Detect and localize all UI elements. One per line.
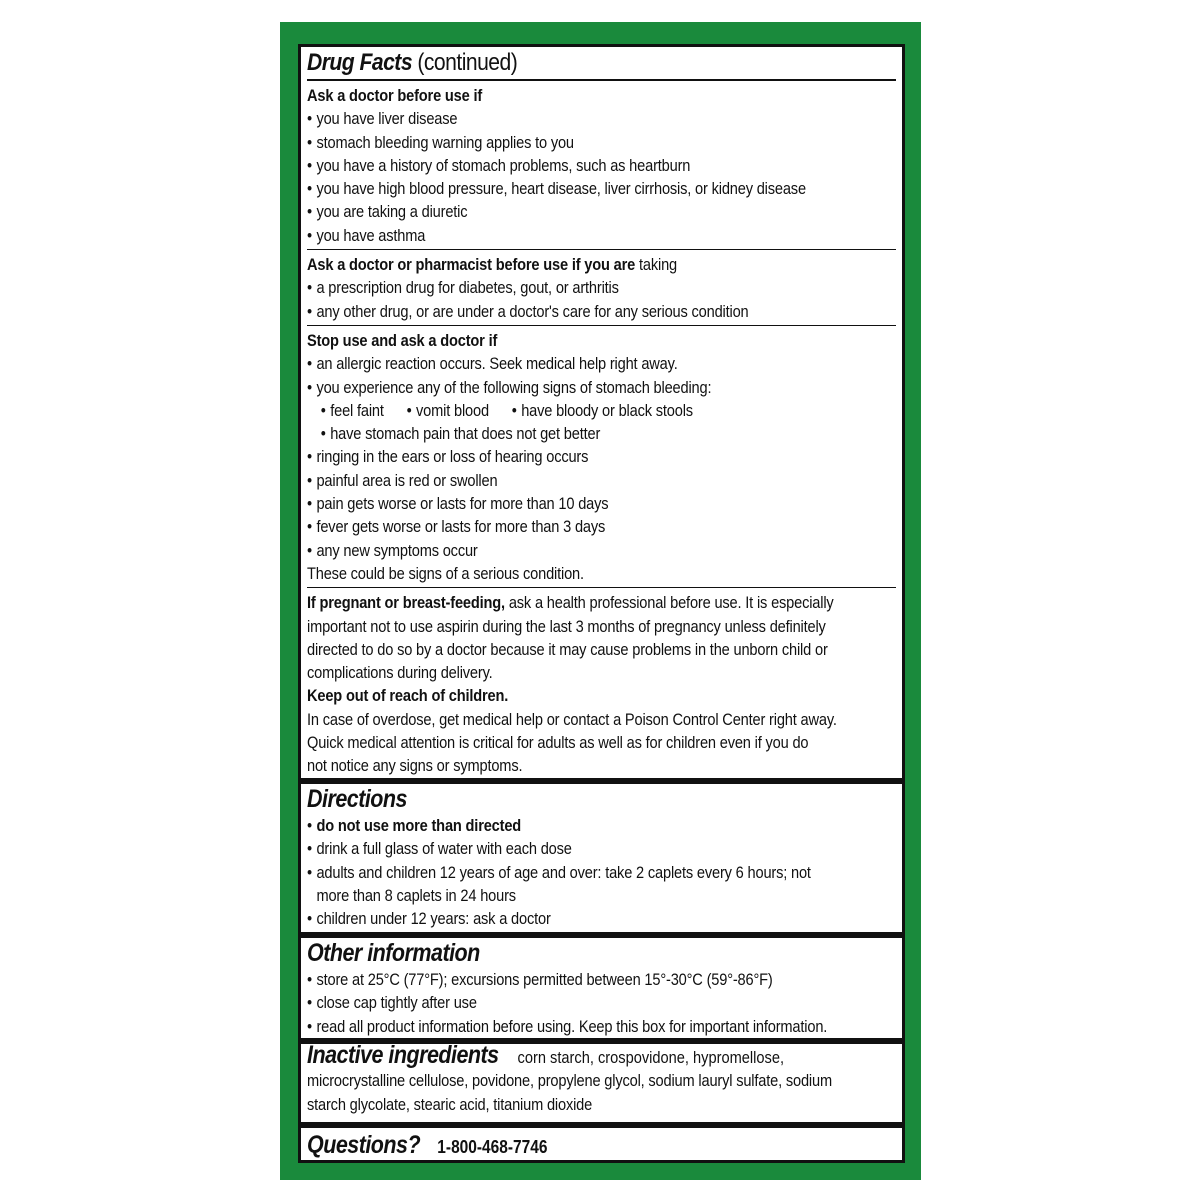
list-item: • painful area is red or swollen bbox=[307, 470, 498, 490]
drug-facts-heading: Drug Facts bbox=[307, 49, 413, 76]
overdose-text: not notice any signs or symptoms. bbox=[307, 756, 523, 776]
pregnancy-section: If pregnant or breast-feeding, ask a health professional before use. It is especially important not to use aspirin during the last 3 months of pregnancy unless definitely directed to do so by a doctor because it may cause problems in the unborn child or complications during delivery. Keep out of reach of children. In case of overdose, get medical help or contact a Poison Control Center right away. Quick medical attention is critical for adults as well as for children even if you do not notice any signs or symptoms. bbox=[307, 588, 896, 777]
sub-list-row: • feel faint • vomit blood • have bloody or black stools bbox=[320, 400, 693, 420]
ask-pharmacist-section: Ask a doctor or pharmacist before use if you are taking • a prescription drug for diabetes, gout, or arthritis • any other drug, or are under a doctor's care for any serious condition bbox=[307, 250, 896, 323]
list-item: • drink a full glass of water with each dose bbox=[307, 839, 572, 859]
list-item: • you have asthma bbox=[307, 225, 426, 245]
list-item: • you have high blood pressure, heart disease, liver cirrhosis, or kidney disease bbox=[307, 179, 806, 199]
list-item: • you have a history of stomach problems, such as heartburn bbox=[307, 155, 691, 175]
overdose-text: Quick medical attention is critical for adults as well as for children even if you do bbox=[307, 733, 809, 753]
stop-use-heading: Stop use and ask a doctor if bbox=[307, 330, 498, 350]
list-item: • ringing in the ears or loss of hearing occurs bbox=[307, 447, 589, 467]
stop-use-closing: These could be signs of a serious condition. bbox=[307, 563, 584, 583]
list-item: • do not use more than directed bbox=[307, 816, 522, 835]
list-item: • you experience any of the following signs of stomach bleeding: bbox=[307, 377, 712, 397]
ingredients-text: microcrystalline cellulose, povidone, propylene glycol, sodium lauryl sulfate, sodium bbox=[307, 1071, 832, 1091]
other-information-title: Other information bbox=[307, 939, 480, 967]
continued-label: (continued) bbox=[417, 49, 518, 76]
questions-panel bbox=[298, 1125, 905, 1163]
list-item: • adults and children 12 years of age and over: take 2 caplets every 6 hours; not bbox=[307, 862, 811, 882]
ask-pharmacist-heading: Ask a doctor or pharmacist before use if you are bbox=[307, 255, 636, 275]
list-item: • any new symptoms occur bbox=[307, 540, 478, 560]
list-item: • any other drug, or are under a doctor's care for any serious condition bbox=[307, 301, 749, 321]
drug-facts-warnings-panel bbox=[298, 44, 905, 781]
list-item: • you are taking a diuretic bbox=[307, 202, 468, 222]
pregnancy-lead: If pregnant or breast-feeding, bbox=[307, 593, 505, 613]
ask-doctor-section bbox=[307, 81, 896, 247]
directions-title: Directions bbox=[307, 785, 407, 813]
list-item: • store at 25°C (77°F); excursions permitted between 15°-30°C (59°-86°F) bbox=[307, 970, 773, 989]
questions-phone-number: 1-800-468-7746 bbox=[437, 1137, 548, 1157]
questions-line bbox=[307, 1128, 814, 1162]
list-item: • fever gets worse or lasts for more than 3 days bbox=[307, 517, 606, 537]
pregnancy-text: directed to do so by a doctor because it may cause problems in the unborn child or bbox=[307, 639, 828, 659]
list-item: • you have liver disease bbox=[307, 109, 458, 129]
other-information-panel bbox=[298, 935, 905, 1041]
list-item-continued: more than 8 caplets in 24 hours bbox=[316, 885, 516, 905]
ask-doctor-heading: Ask a doctor before use if bbox=[307, 86, 483, 105]
directions-panel bbox=[298, 781, 905, 935]
stop-use-section bbox=[307, 326, 896, 585]
inactive-ingredients-title: Inactive ingredients bbox=[307, 1041, 499, 1069]
overdose-text: In case of overdose, get medical help or contact a Poison Control Center right away. bbox=[307, 709, 837, 729]
list-item: • stomach bleeding warning applies to you bbox=[307, 132, 574, 152]
list-item: • an allergic reaction occurs. Seek medical help right away. bbox=[307, 354, 678, 374]
pregnancy-text: complications during delivery. bbox=[307, 663, 493, 683]
list-item: • read all product information before using. Keep this box for important information. bbox=[307, 1016, 828, 1036]
questions-title: Questions? bbox=[307, 1131, 421, 1159]
ingredients-text: starch glycolate, stearic acid, titanium dioxide bbox=[307, 1094, 593, 1114]
inactive-first-line: Inactive ingredients corn starch, crospovidone, hypromellose, bbox=[307, 1041, 785, 1069]
list-item: • children under 12 years: ask a doctor bbox=[307, 909, 551, 929]
list-item: • a prescription drug for diabetes, gout, or arthritis bbox=[307, 278, 619, 298]
drug-facts-title bbox=[307, 47, 825, 79]
keep-out-heading: Keep out of reach of children. bbox=[307, 686, 509, 706]
sub-list-row: • have stomach pain that does not get better bbox=[320, 424, 601, 444]
inactive-ingredients-panel bbox=[298, 1041, 905, 1125]
list-item: • pain gets worse or lasts for more than 10 days bbox=[307, 494, 609, 514]
list-item: • close cap tightly after use bbox=[307, 993, 477, 1013]
pregnancy-text: important not to use aspirin during the last 3 months of pregnancy unless definitely bbox=[307, 616, 826, 636]
